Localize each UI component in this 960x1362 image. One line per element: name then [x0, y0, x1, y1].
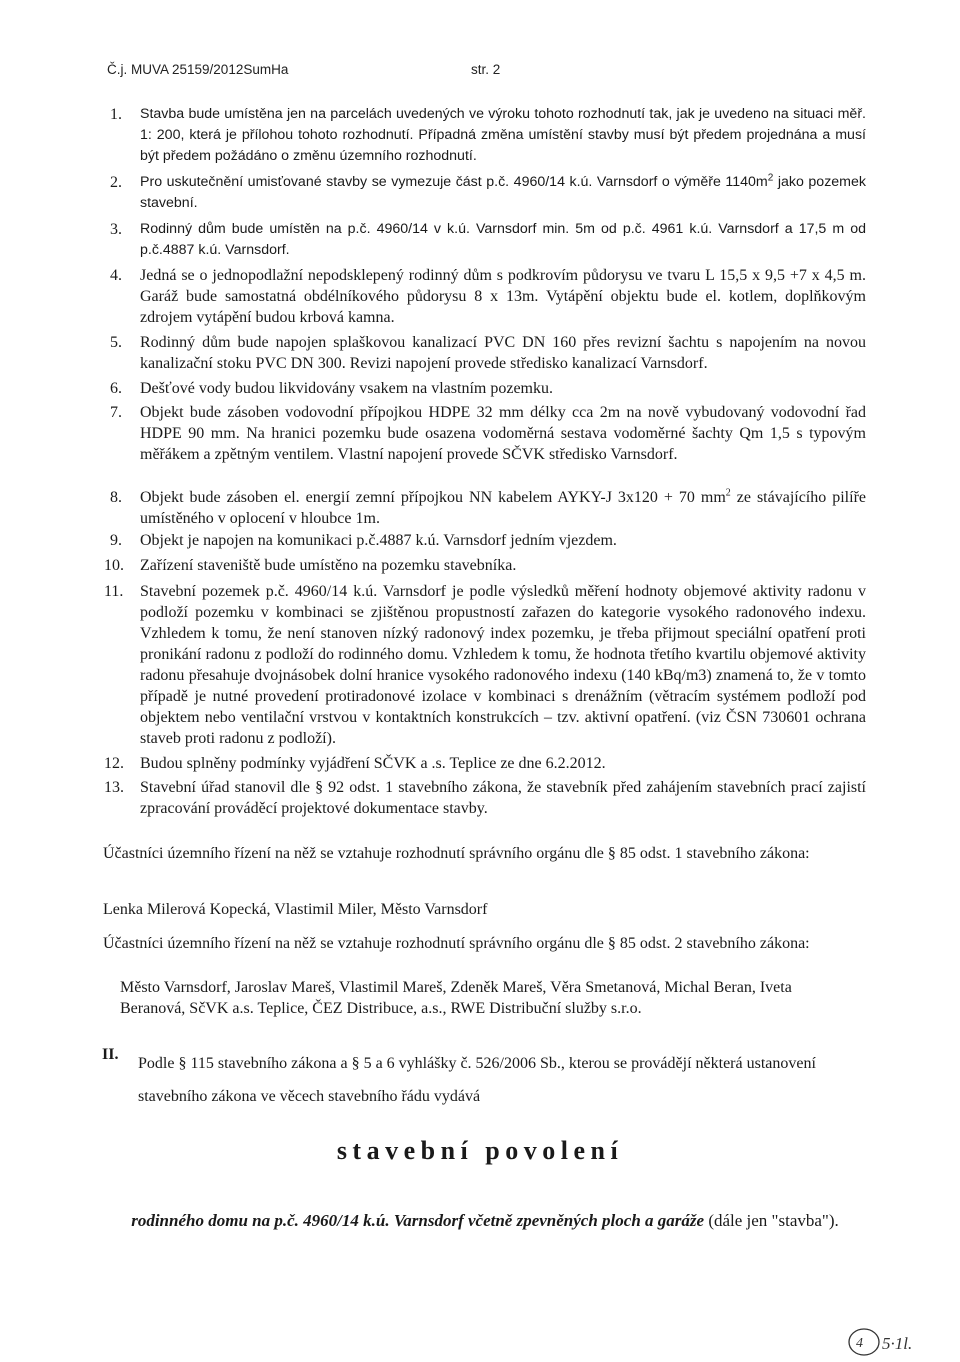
item-number: 13.	[104, 779, 124, 796]
item-number: 10.	[104, 557, 124, 574]
page-header	[107, 62, 897, 84]
item-text	[140, 172, 866, 214]
item-number: 5.	[110, 334, 122, 351]
item-number: 12.	[104, 755, 124, 772]
item-text: Objekt je napojen na komunikaci p.č.4887 k.ú. Varnsdorf jedním vjezdem.	[140, 532, 617, 549]
item-number: 9.	[110, 532, 122, 549]
item-number: 7.	[110, 404, 122, 421]
item-text: Stavba bude umístěna jen na parcelách uvedených ve výroku tohoto rozhodnutí tak, jak je uvedeno na situaci měř. 1: 200, která je přílohou tohoto rozhodnutí. Případná změna umístění stavby musí být předem projednána a musí být předem požádáno o změnu územního rozhodnutí.	[140, 106, 866, 164]
item-text: Rodinný dům bude napojen splaškovou kanalizací PVC DN 160 přes revizní šachtu s napojením na novou kanalizační stoku PVC DN 300. Revizi napojení provede středisko kanalizací Varnsdorf.	[140, 334, 866, 372]
item-number: 6.	[110, 380, 122, 397]
page-number: str. 2	[471, 62, 501, 77]
section-text: Podle § 115 stavebního zákona a § 5 a 6 vyhlášky č. 526/2006 Sb., kterou se provádějí některá ustanovení stavebního zákona ve věcech stavebního řádu vydává	[138, 1055, 816, 1105]
section-number: II.	[102, 1046, 119, 1063]
stamp-circle-text: 4	[856, 1336, 863, 1351]
item-text-main: Pro uskutečnění umisťované stavby se vymezuje část p.č. 4960/14 k.ú. Varnsdorf o výměře 1140m	[140, 174, 768, 190]
item-text-after: ze stávajícího pilíře umístěného v oplocení v hloubce 1m.	[140, 489, 867, 527]
item-text: Objekt bude zásoben vodovodní přípojkou HDPE 32 mm délky cca 2m na nově vybudovaný vodovodní řad HDPE 90 mm. Na hranici pozemku bude osazena vodoměrná sestava vodoměrné šachty Qm 1,5 s typovým měřákem a zpětným ventilem. Vlastní napojení provede SČVK středisko Varnsdorf.	[140, 404, 866, 463]
item-number: 2.	[110, 174, 122, 191]
participants-intro-85-1: Účastníci územního řízení na něž se vztahuje rozhodnutí správního orgánu dle § 85 odst. 1 stavebního zákona:	[103, 845, 810, 862]
participants-names-85-2: Město Varnsdorf, Jaroslav Mareš, Vlastimil Mareš, Zdeněk Mareš, Věra Smetanová, Michal Beran, Iveta Beranová, SčVK a.s. Teplice, ČEZ Distribuce, a.s., RWE Distribuční služby s.r.o.	[120, 979, 792, 1017]
participants-intro-85-2: Účastníci územního řízení na něž se vztahuje rozhodnutí správního orgánu dle § 85 odst. 2 stavebního zákona:	[103, 935, 810, 952]
item-text-main: Objekt bude zásoben el. energií zemní přípojkou NN kabelem AYKY-J 3x120 + 70 mm	[140, 489, 726, 506]
item-text: Jedná se o jednopodlažní nepodsklepený rodinný dům s podkrovím půdorysu ve tvaru L 15,5 x 9,5 +7 x 4,5 m. Garáž bude samostatná obdélníkového půdorysu 8 x 13m. Vytápění objektu bude el. kotlem, doplňkovým zdrojem vytápění budou krbová kamna.	[140, 267, 866, 326]
decision-title: stavební povolení	[336, 1136, 624, 1165]
item-text: Dešťové vody budou likvidovány vsakem na vlastním pozemku.	[140, 380, 553, 397]
item-text: Stavební pozemek p.č. 4960/14 k.ú. Varnsdorf je podle výsledků měření hodnoty objemové aktivity radonu v podloží pozemku v kombinaci se zjištěnou propustností zařazen do kategorie vysokého radonového indexu. Vzhledem k tomu, že není stanoven nízký radonový index pozemku, je třeba přijmout speciální opatření proti pronikání radonu z podloží do rodinného domu. Vzhledem k tomu, že hodnota třetího kvartilu objemové aktivity radonu přesahuje dvojnásobek dolní hranice vysokého radonového indexu (140 kBq/m3) znamená to, že v tomto případě je nutné provedení protiradonové izolace v kombinaci s drenážním (větracím systémem podloží pod objektem nebo ventilační vrstvou v kontaktních konstrukcích – tzv. aktivní opatření. (viz ČSN 730601 ochrana staveb proti radonu z podloží).	[140, 583, 866, 747]
item-text	[140, 487, 866, 529]
item-number: 11.	[104, 583, 124, 600]
superscript: 2	[767, 172, 774, 184]
item-number: 3.	[110, 221, 122, 238]
item-number: 4.	[110, 267, 122, 284]
reference-number: Č.j. MUVA 25159/2012SumHa	[107, 62, 289, 77]
item-text: Stavební úřad stanovil dle § 92 odst. 1 stavebního zákona, že stavebník před zahájením stavebních prací zajistí zpracování prováděcí projektové dokumentace stavby.	[140, 779, 866, 817]
stamp-handwriting: 5·1l.	[882, 1334, 913, 1353]
superscript: 2	[725, 487, 731, 499]
item-text: Budou splněny podmínky vyjádření SČVK a .s. Teplice ze dne 6.2.2012.	[140, 755, 606, 772]
decision-subject	[120, 1209, 850, 1233]
participants-names-85-1: Lenka Milerová Kopecká, Vlastimil Miler, Město Varnsdorf	[103, 901, 488, 918]
subject-plain: (dále jen "stavba").	[704, 1211, 839, 1230]
item-number: 8.	[110, 489, 122, 506]
item-text: Rodinný dům bude umístěn na p.č. 4960/14 v k.ú. Varnsdorf min. 5m od p.č. 4961 k.ú. Varnsdorf a 17,5 m od p.č.4887 k.ú. Varnsdorf.	[140, 221, 866, 258]
handwritten-initials	[846, 1322, 956, 1362]
item-text-after: jako pozemek stavební.	[140, 174, 866, 211]
item-text: Zařízení staveniště bude umístěno na pozemku stavebníka.	[140, 557, 517, 574]
item-number: 1.	[110, 106, 122, 123]
subject-italic: rodinného domu na p.č. 4960/14 k.ú. Varnsdorf včetně zpevněných ploch a garáže	[131, 1211, 705, 1230]
stamp-circle	[849, 1329, 879, 1355]
